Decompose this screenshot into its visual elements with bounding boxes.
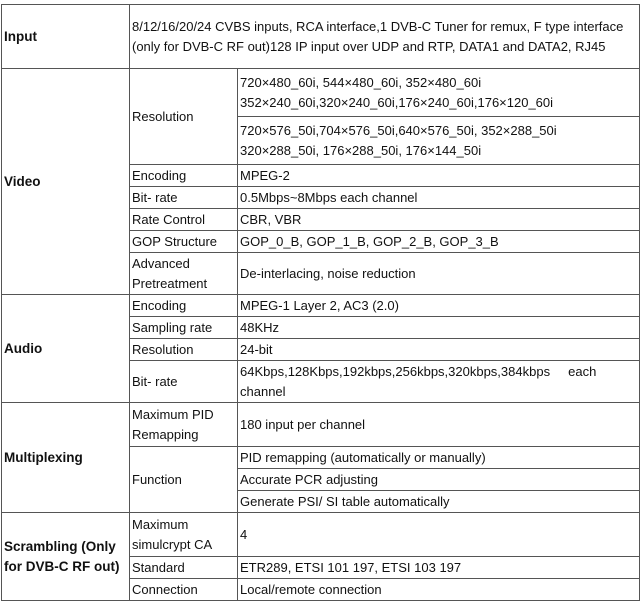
resolution-line: 320×288_50i, 176×288_50i, 176×144_50i xyxy=(240,143,482,158)
video-resolution-ntsc xyxy=(238,69,640,117)
multiplexing-label: Multiplexing xyxy=(2,403,130,513)
audio-resolution-value: 24-bit xyxy=(238,339,640,361)
video-bitrate-label: Bit- rate xyxy=(130,187,238,209)
scr-standard-value: ETR289, ETSI 101 197, ETSI 103 197 xyxy=(238,557,640,579)
scr-connection-value: Local/remote connection xyxy=(238,579,640,601)
video-gop-value: GOP_0_B, GOP_1_B, GOP_2_B, GOP_3_B xyxy=(238,231,640,253)
input-value: 8/12/16/20/24 CVBS inputs, RCA interface,1 DVB-C Tuner for remux, F type interface (only for DVB-C RF out)128 IP input over UDP and RTP, DATA1 and DATA2, RJ45 xyxy=(130,5,640,69)
audio-label: Audio xyxy=(2,295,130,403)
audio-sampling-label: Sampling rate xyxy=(130,317,238,339)
scr-standard-label: Standard xyxy=(130,557,238,579)
resolution-line: 720×576_50i,704×576_50i,640×576_50i, 352×288_50i xyxy=(240,123,557,138)
input-label: Input xyxy=(2,5,130,69)
scr-simulcrypt-value: 4 xyxy=(238,513,640,557)
video-label: Video xyxy=(2,69,130,295)
scrambling-label: Scrambling (Only for DVB-C RF out) xyxy=(2,513,130,601)
video-resolution-row-1 xyxy=(2,69,640,117)
mux-pid-label: Maximum PID Remapping xyxy=(130,403,238,447)
video-pretreatment-value: De-interlacing, noise reduction xyxy=(238,253,640,295)
video-encoding-value: MPEG-2 xyxy=(238,165,640,187)
video-resolution-label: Resolution xyxy=(130,69,238,165)
scr-connection-label: Connection xyxy=(130,579,238,601)
audio-bitrate-value: 64Kbps,128Kbps,192kbps,256kbps,320kbps,384kbps each channel xyxy=(238,361,640,403)
mux-function-1: PID remapping (automatically or manually) xyxy=(238,447,640,469)
mux-pid-row xyxy=(2,403,640,447)
video-encoding-label: Encoding xyxy=(130,165,238,187)
audio-bitrate-label: Bit- rate xyxy=(130,361,238,403)
input-row xyxy=(2,5,640,69)
resolution-line: 352×240_60i,320×240_60i,176×240_60i,176×120_60i xyxy=(240,95,554,110)
mux-function-label: Function xyxy=(130,447,238,513)
mux-function-2: Accurate PCR adjusting xyxy=(238,469,640,491)
video-pretreatment-label: Advanced Pretreatment xyxy=(130,253,238,295)
audio-encoding-label: Encoding xyxy=(130,295,238,317)
video-rate-control-label: Rate Control xyxy=(130,209,238,231)
spec-table xyxy=(1,4,640,601)
video-bitrate-value: 0.5Mbps~8Mbps each channel xyxy=(238,187,640,209)
video-resolution-pal xyxy=(238,117,640,165)
audio-sampling-value: 48KHz xyxy=(238,317,640,339)
audio-encoding-value: MPEG-1 Layer 2, AC3 (2.0) xyxy=(238,295,640,317)
resolution-line: 720×480_60i, 544×480_60i, 352×480_60i xyxy=(240,75,482,90)
scr-simulcrypt-row xyxy=(2,513,640,557)
scr-simulcrypt-label: Maximum simulcrypt CA xyxy=(130,513,238,557)
mux-pid-value: 180 input per channel xyxy=(238,403,640,447)
mux-function-3: Generate PSI/ SI table automatically xyxy=(238,491,640,513)
video-rate-control-value: CBR, VBR xyxy=(238,209,640,231)
video-gop-label: GOP Structure xyxy=(130,231,238,253)
audio-resolution-label: Resolution xyxy=(130,339,238,361)
audio-encoding-row xyxy=(2,295,640,317)
